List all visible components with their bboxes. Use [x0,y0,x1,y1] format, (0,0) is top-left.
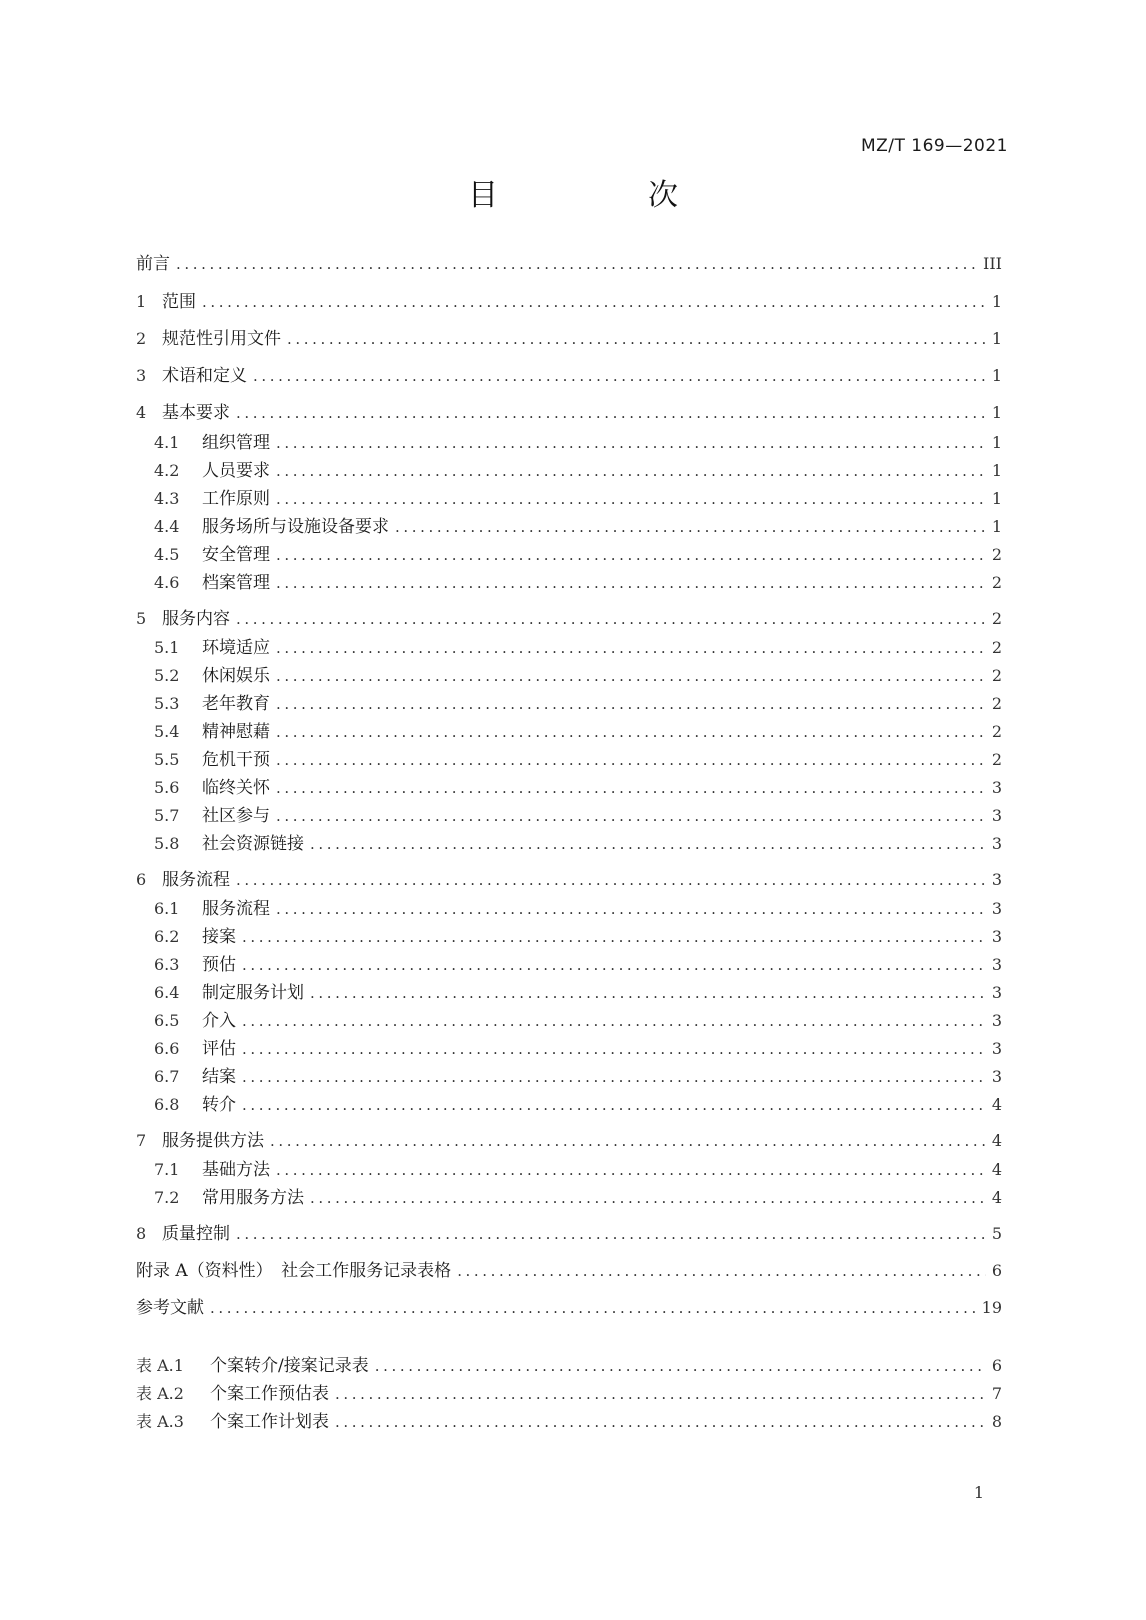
toc-entry-page: 2 [991,722,1002,741]
toc-entry[interactable] [154,830,1002,858]
toc-entry[interactable] [136,325,1002,353]
dot-leader [276,802,986,830]
toc-entry[interactable] [136,1220,1002,1248]
toc-entry-number: 7.2 [154,1188,180,1207]
dot-leader [276,569,986,597]
toc-entry-label: 精神慰藉 [202,722,270,742]
toc-entry-number: 6.5 [154,1011,180,1030]
toc-entry-page: 8 [991,1412,1002,1431]
toc-entry[interactable] [154,1156,1002,1184]
dot-leader [202,288,986,316]
toc-entry-page: 3 [991,1067,1002,1086]
toc-entry[interactable] [154,923,1002,951]
dot-leader [276,1156,986,1184]
dot-leader [276,457,986,485]
toc-entry[interactable] [136,362,1002,390]
toc-entry-number: 6.6 [154,1039,180,1058]
dot-leader [210,1294,976,1322]
toc-entry-page: 7 [991,1384,1002,1403]
dot-leader [276,746,986,774]
toc-entry-label: 规范性引用文件 [162,329,281,349]
toc-entry[interactable] [136,1257,1002,1285]
dot-leader [176,250,977,278]
toc-entry-page: 2 [991,750,1002,769]
toc-entry-page: 3 [991,778,1002,797]
dot-leader [457,1257,986,1285]
toc-entry-label: 转介 [202,1095,236,1115]
toc-entry[interactable] [136,399,1002,427]
dot-leader [276,895,986,923]
toc-entry[interactable] [154,662,1002,690]
toc-entry-label: 基础方法 [202,1160,270,1180]
toc-entry-label: 范围 [162,292,196,312]
toc-entry-number: 表 A.3 [136,1412,184,1431]
toc-entry-page: 4 [991,1131,1002,1150]
toc-entry[interactable] [154,690,1002,718]
toc-entry-label: 基本要求 [162,403,230,423]
toc-entry-label: 参考文献 [136,1298,204,1318]
dot-leader [276,718,986,746]
toc-entry[interactable] [154,951,1002,979]
toc-entry-page: 3 [991,1011,1002,1030]
dot-leader [335,1380,986,1408]
toc-entry-number: 6.4 [154,983,180,1002]
toc-entry-label: 介入 [202,1011,236,1031]
dot-leader [236,1220,986,1248]
dot-leader [310,979,986,1007]
toc-entry-page: 4 [991,1160,1002,1179]
toc-entry[interactable] [136,1127,1002,1155]
toc-entry-page: 19 [981,1298,1002,1317]
toc-entry-label: 评估 [202,1039,236,1059]
toc-entry[interactable] [154,979,1002,1007]
dot-leader [236,399,986,427]
dot-leader [395,513,986,541]
toc-entry-page: 1 [991,366,1002,385]
toc-entry-number: 4.4 [154,517,180,536]
toc-entry-page: 2 [991,694,1002,713]
toc-entry-page: 2 [991,545,1002,564]
toc-entry[interactable] [136,250,1002,278]
toc-entry-number: 6.1 [154,899,180,918]
toc-entry-label: 组织管理 [202,433,270,453]
toc-entry-page: 6 [991,1261,1002,1280]
toc-entry[interactable] [136,1294,1002,1322]
toc-entry-number: 7.1 [154,1160,180,1179]
toc-entry-number: 5.2 [154,666,180,685]
toc-entry-page: 1 [991,403,1002,422]
toc-entry[interactable] [136,1352,1002,1380]
toc-entry-number: 5.7 [154,806,180,825]
toc-entry[interactable] [154,457,1002,485]
toc-entry-label: 安全管理 [202,545,270,565]
toc-entry-page: 1 [991,461,1002,480]
toc-entry-number: 7 [136,1131,147,1150]
dot-leader [276,429,986,457]
standard-code: MZ/T 169—2021 [860,136,1008,156]
toc-entry[interactable] [154,569,1002,597]
toc-entry-label: 接案 [202,927,236,947]
toc-entry[interactable] [154,634,1002,662]
toc-entry[interactable] [154,895,1002,923]
toc-entry-label: 工作原则 [202,489,270,509]
toc-entry-number: 6 [136,870,147,889]
dot-leader [253,362,986,390]
toc-entry-label: 档案管理 [202,573,270,593]
toc-entry-label: 人员要求 [202,461,270,481]
toc-entry-page: 5 [991,1224,1002,1243]
dot-leader [375,1352,986,1380]
toc-entry-label: 环境适应 [202,638,270,658]
toc-entry[interactable] [154,1184,1002,1212]
toc-entry[interactable] [154,513,1002,541]
toc-entry-number: 5.6 [154,778,180,797]
dot-leader [236,866,986,894]
dot-leader [276,690,986,718]
toc-entry-label: 常用服务方法 [202,1188,304,1208]
toc-entry-number: 6.3 [154,955,180,974]
toc-entry-label: 社区参与 [202,806,270,826]
toc-entry-page: 3 [991,806,1002,825]
toc-entry-page: 4 [991,1188,1002,1207]
toc-entry-number: 5.8 [154,834,180,853]
toc-entry-page: 1 [991,433,1002,452]
toc-entry-page: 3 [991,983,1002,1002]
toc-entry-label: 临终关怀 [202,778,270,798]
toc-entry-label: 预估 [202,955,236,975]
toc-entry[interactable] [136,866,1002,894]
toc-entry-number: 4.1 [154,433,180,452]
toc-entry[interactable] [154,1035,1002,1063]
dot-leader [310,1184,986,1212]
toc-entry-number: 5.5 [154,750,180,769]
toc-entry-page: 3 [991,927,1002,946]
toc-entry-label: 服务内容 [162,609,230,629]
toc-entry-label: 老年教育 [202,694,270,714]
toc-entry[interactable] [154,746,1002,774]
toc-entry-number: 4.6 [154,573,180,592]
dot-leader [242,1007,986,1035]
toc-entry-page: 1 [991,489,1002,508]
toc-entry[interactable] [154,774,1002,802]
toc-entry-page: 6 [991,1356,1002,1375]
toc-entry-label: 结案 [202,1067,236,1087]
toc-entry-label: 危机干预 [202,750,270,770]
dot-leader [270,1127,986,1155]
toc-entry-label: 服务流程 [202,899,270,919]
dot-leader [287,325,986,353]
toc-entry[interactable] [136,1380,1002,1408]
page-title: 目 次 [468,178,738,213]
toc-entry-label: 前言 [136,254,170,274]
toc-entry-label: 社会资源链接 [202,834,304,854]
dot-leader [242,951,986,979]
toc-entry-number: 4.5 [154,545,180,564]
dot-leader [236,605,986,633]
toc-entry[interactable] [136,1408,1002,1436]
toc-entry-page: 1 [991,292,1002,311]
dot-leader [276,485,986,513]
toc-entry-label: 质量控制 [162,1224,230,1244]
dot-leader [276,541,986,569]
toc-entry-number: 5.3 [154,694,180,713]
toc-entry[interactable] [154,718,1002,746]
page-number: 1 [973,1483,984,1502]
dot-leader [242,1091,986,1119]
toc-entry-number: 6.8 [154,1095,180,1114]
toc-entry-number: 2 [136,329,147,348]
toc-entry-number: 4.2 [154,461,180,480]
dot-leader [242,1035,986,1063]
toc-entry[interactable] [154,1063,1002,1091]
dot-leader [335,1408,986,1436]
toc-entry-number: 6.2 [154,927,180,946]
toc-entry-page: 1 [991,517,1002,536]
toc-entry-page: III [983,254,1002,273]
toc-entry-label: 附录 A（资料性） 社会工作服务记录表格 [136,1261,452,1281]
toc-entry[interactable] [154,429,1002,457]
toc-entry-number: 表 A.2 [136,1384,184,1403]
toc-entry-number: 4.3 [154,489,180,508]
toc-entry-label: 服务提供方法 [162,1131,264,1151]
toc-entry[interactable] [154,485,1002,513]
toc-entry[interactable] [154,802,1002,830]
dot-leader [276,634,986,662]
toc-entry-page: 3 [991,1039,1002,1058]
toc-entry-page: 3 [991,955,1002,974]
toc-entry-label: 术语和定义 [162,366,247,386]
dot-leader [242,923,986,951]
toc-entry-page: 2 [991,666,1002,685]
toc-entry-number: 5.4 [154,722,180,741]
toc-entry[interactable] [136,288,1002,316]
toc-entry-page: 3 [991,834,1002,853]
toc-entry-page: 3 [991,870,1002,889]
toc-entry-label: 个案工作预估表 [210,1384,329,1404]
dot-leader [276,662,986,690]
toc-entry[interactable] [136,605,1002,633]
toc-entry[interactable] [154,1091,1002,1119]
toc-entry-label: 休闲娱乐 [202,666,270,686]
toc-entry-page: 2 [991,573,1002,592]
toc-entry-page: 2 [991,638,1002,657]
toc-entry-number: 表 A.1 [136,1356,184,1375]
toc-entry-label: 制定服务计划 [202,983,304,1003]
toc-entry-number: 6.7 [154,1067,180,1086]
toc-entry-number: 5.1 [154,638,180,657]
toc-entry-label: 个案转介/接案记录表 [210,1356,369,1376]
dot-leader [242,1063,986,1091]
toc-entry-number: 1 [136,292,147,311]
toc-entry-page: 2 [991,609,1002,628]
toc-entry-page: 4 [991,1095,1002,1114]
toc-entry-number: 8 [136,1224,147,1243]
toc-entry-page: 1 [991,329,1002,348]
toc-entry[interactable] [154,1007,1002,1035]
toc-entry-number: 5 [136,609,147,628]
toc-entry-label: 服务流程 [162,870,230,890]
toc-entry-label: 服务场所与设施设备要求 [202,517,389,537]
toc-entry-number: 4 [136,403,147,422]
toc-entry-label: 个案工作计划表 [210,1412,329,1432]
toc-entry-page: 3 [991,899,1002,918]
dot-leader [310,830,986,858]
dot-leader [276,774,986,802]
toc-entry[interactable] [154,541,1002,569]
toc-entry-number: 3 [136,366,147,385]
